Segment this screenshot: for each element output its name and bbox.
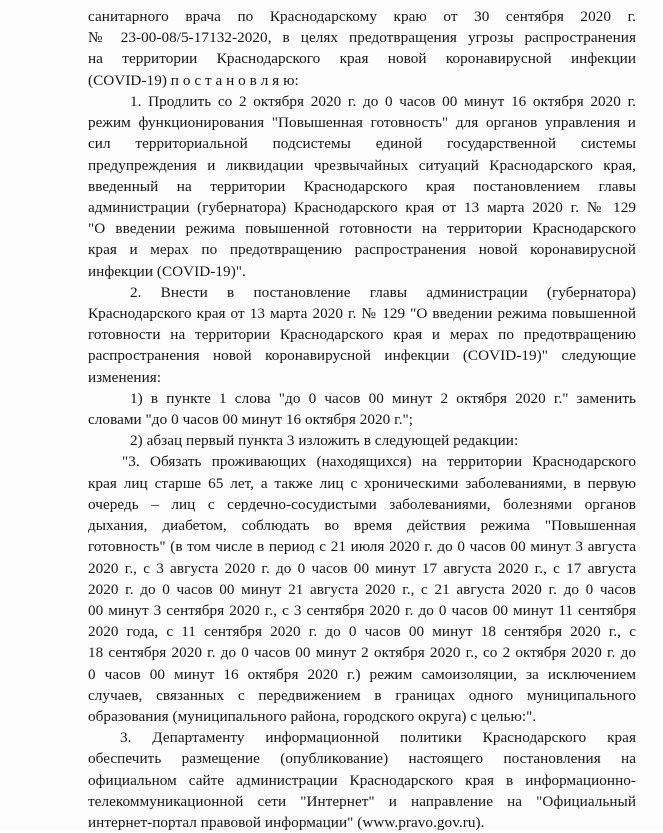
text-line: официальном сайте администрации Краснодарского края в информационно- <box>88 771 636 789</box>
text-line: инфекции (COVID-19)". <box>88 262 246 280</box>
text-line: Краснодарского края от 13 марта 2020 г. № 129 "О введении режима повышенной <box>88 304 636 322</box>
text-line: интернет-портал правовой информации" (www.pravo.gov.ru). <box>88 814 485 831</box>
text-line: края лиц старше 65 лет, а также лиц с хроническими заболеваниями, в первую <box>88 474 636 492</box>
paragraph-1-start: 1. Продлить со 2 октября 2020 г. до 0 часов 00 минут 16 октября 2020 г. <box>130 92 636 110</box>
text-line: телекоммуникационной сети "Интернет" и направление на "Официальный <box>88 792 636 810</box>
text-line: администрации (губернатора) Краснодарского края от 13 марта 2020 г. № 129 <box>88 198 636 216</box>
text-line: образования (муниципального района, городского округа) с целью:". <box>88 707 537 725</box>
text-line: № 23-00-08/5-17132-2020, в целях предотвращения угрозы распространения <box>88 29 636 47</box>
text-line: на территории Краснодарского края новой коронавирусной инфекции <box>88 50 636 68</box>
text-line: 00 минут 3 сентября 2020 г., с 3 сентября 2020 г. до 0 часов 00 минут 11 сентября <box>88 601 636 619</box>
text-line: "О введении режима повышенной готовности на территории Краснодарского <box>88 220 636 238</box>
subitem-2: 2) абзац первый пункта 3 изложить в следующей редакции: <box>130 432 519 450</box>
text-line: 2020 года, с 11 сентября 2020 г. до 0 часов 00 минут 18 сентября 2020 г., с <box>88 623 636 641</box>
text-line: 18 сентября 2020 г. до 0 часов 00 минут 2 октября 2020 г., со 2 октября 2020 г. до <box>88 644 636 662</box>
text-line: дыхания, диабетом, соблюдать во время действия режима "Повышенная <box>88 517 636 535</box>
text-line: обеспечить размещение (опубликование) настоящего постановления на <box>88 750 636 768</box>
paragraph-3-start: 3. Департаменту информационной политики Краснодарского края <box>120 729 636 747</box>
subitem-1-start: 1) в пункте 1 слова "до 0 часов 00 минут 2 октября 2020 г." заменить <box>130 389 636 407</box>
text-line: распространения новой коронавирусной инфекции (COVID-19)" следующие <box>88 347 636 365</box>
text-line: словами "до 0 часов 00 минут 16 октября 2020 г."; <box>88 411 414 428</box>
text-line: готовность" (в том числе в период с 21 июля 2020 г. до 0 часов 00 минут 3 августа <box>88 538 636 556</box>
text-line: изменения: <box>88 368 162 386</box>
text-line: режим функционирования "Повышенная готовность" для органов управления и <box>88 114 636 132</box>
text-line: сил территориальной подсистемы единой государственной системы <box>88 135 636 153</box>
text-line: края и мерах по предотвращению распространения новой коронавирусной <box>88 241 636 259</box>
text-line: (COVID-19) п о с т а н о в л я ю: <box>88 71 299 89</box>
text-line: предупреждения и ликвидации чрезвычайных ситуаций Краснодарского края, <box>88 156 636 174</box>
text-line: случаев, связанных с передвижением в границах одного муниципального <box>88 686 636 704</box>
text-line: введенный на территории Краснодарского края постановлением главы <box>88 177 636 195</box>
text-line: очередь – лиц с сердечно-сосудистыми заболеваниями, болезнями органов <box>88 495 636 513</box>
text-line: 0 часов 00 минут 16 октября 2020 г.) режим самоизоляции, за исключением <box>88 665 636 683</box>
paragraph-2-start: 2. Внести в постановление главы администрации (губернатора) <box>130 283 636 301</box>
text-line: 2020 г. до 0 часов 00 минут 21 августа 2020 г., с 21 августа 2020 г. до 0 часов <box>88 580 636 598</box>
quoted-item-3-start: "3. Обязать проживающих (находящихся) на территории Краснодарского <box>122 453 636 471</box>
text-line: готовности на территории Краснодарского края и мерах по предотвращению <box>88 326 636 344</box>
text-line: 2020 г., с 3 августа 2020 г. до 0 часов 00 минут 17 августа 2020 г., с 17 августа <box>88 559 636 577</box>
text-line: санитарного врача по Краснодарскому краю от 30 сентября 2020 г. <box>88 8 636 25</box>
